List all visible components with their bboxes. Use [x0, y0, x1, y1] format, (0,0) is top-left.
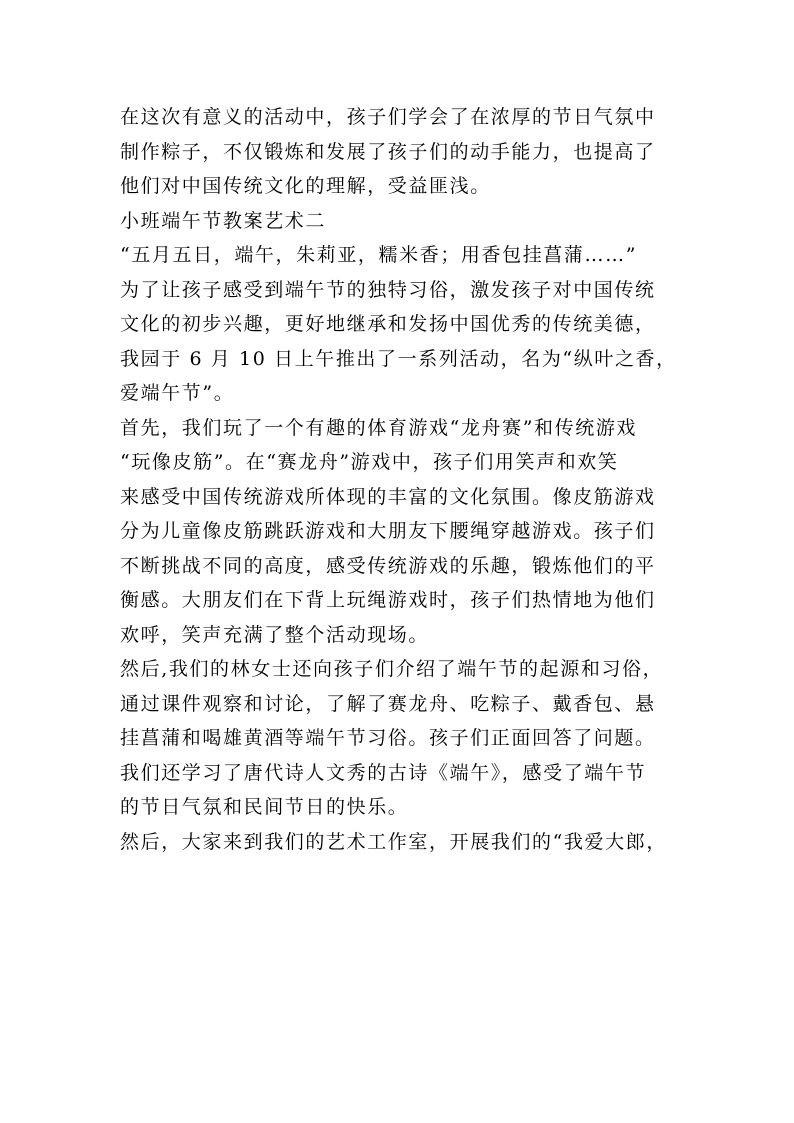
text-line: 他们对中国传统文化的理解，受益匪浅。	[120, 175, 491, 197]
text-line: 衡感。大朋友们在下背上玩绳游戏时，孩子们热情地为他们	[120, 589, 656, 611]
text-line: “玩像皮筋”。在“赛龙舟”游戏中，孩子们用笑声和欢笑	[120, 451, 619, 473]
text-line: 分为儿童像皮筋跳跃游戏和大朋友下腰绳穿越游戏。孩子们	[120, 520, 656, 542]
text-line: 在这次有意义的活动中，孩子们学会了在浓厚的节日气氛中	[120, 106, 656, 128]
text-line: 爱端午节”。	[120, 382, 235, 404]
text-line: 然后,我们的林女士还向孩子们介绍了端午节的起源和习俗，	[120, 658, 664, 680]
section-heading: 小班端午节教案艺术二	[120, 209, 327, 232]
text-line: “五月五日，端午，朱莉亚，糯米香；用香包挂菖蒲……”	[120, 244, 638, 266]
text-line: 首先，我们玩了一个有趣的体育游戏“龙舟赛”和传统游戏	[120, 416, 638, 439]
text-line: 制作粽子，不仅锻炼和发展了孩子们的动手能力，也提高了	[120, 140, 656, 163]
text-line: 不断挑战不同的高度，感受传统游戏的乐趣，锻炼他们的平	[120, 554, 656, 577]
text-line: 然后，大家来到我们的艺术工作室，开展我们的“我爱大郎，	[120, 830, 667, 853]
document-body	[120, 100, 688, 859]
text-line: 通过课件观察和讨论，了解了赛龙舟、吃粽子、戴香包、悬	[120, 692, 656, 715]
text-line: 为了让孩子感受到端午节的独特习俗，激发孩子对中国传统	[120, 278, 656, 301]
text-line: 我园于 6 月 10 日上午推出了一系列活动，名为“纵叶之香，	[120, 347, 677, 370]
text-line: 欢呼，笑声充满了整个活动现场。	[120, 623, 430, 646]
text-line: 的节日气氛和民间节日的快乐。	[120, 796, 409, 818]
text-line: 来感受中国传统游戏所体现的丰富的文化氛围。像皮筋游戏	[120, 485, 656, 508]
text-line: 文化的初步兴趣，更好地继承和发扬中国优秀的传统美德，	[120, 313, 656, 335]
text-line: 我们还学习了唐代诗人文秀的古诗《端午》，感受了端午节	[120, 761, 647, 784]
text-line: 挂菖蒲和喝雄黄酒等端午节习俗。孩子们正面回答了问题。	[120, 727, 656, 749]
